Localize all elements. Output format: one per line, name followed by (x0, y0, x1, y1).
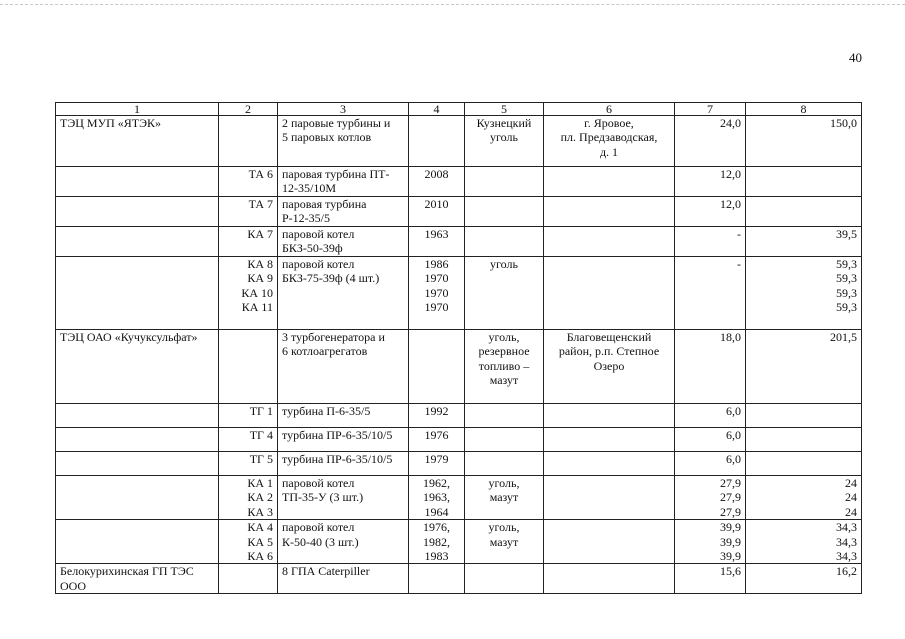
table-row (56, 520, 862, 564)
header-cell: 1 (56, 103, 219, 116)
heat-capacity-cell (746, 197, 862, 227)
header-cell: 4 (409, 103, 465, 116)
plant-name-cell (56, 520, 219, 564)
cell-text-line: 24 (845, 490, 857, 505)
heat-capacity-cell (746, 116, 862, 167)
table-row (56, 404, 862, 428)
cell-text-line: 1983 (424, 549, 449, 564)
cell-text-line: 5 паровых котлов (282, 130, 372, 145)
cell-text-line: ТЭЦ МУП «ЯТЭК» (60, 116, 162, 130)
cell-text-line: уголь (490, 257, 518, 271)
cell-text-line: 24,0 (720, 116, 741, 130)
location-cell (544, 428, 675, 452)
plant-name-cell (56, 476, 219, 520)
unit-id-cell (219, 564, 278, 594)
plant-name-cell (56, 167, 219, 197)
equipment-cell (278, 167, 409, 197)
fuel-cell (465, 227, 544, 257)
cell-text-line: мазут (489, 373, 519, 388)
table-row (56, 257, 862, 330)
location-cell (544, 116, 675, 167)
year-cell (409, 257, 465, 330)
heat-capacity-cell (746, 167, 862, 197)
location-cell (544, 227, 675, 257)
unit-id-cell (219, 520, 278, 564)
year-cell (409, 404, 465, 428)
cell-text-line: КА 7 (247, 227, 273, 241)
cell-text-line: КА 4 (247, 520, 273, 535)
cell-text-line: 1979 (424, 452, 449, 466)
location-cell (544, 330, 675, 404)
year-cell (409, 476, 465, 520)
cell-text-line: 6,0 (726, 428, 741, 442)
cell-text-line: г. Яровое, (584, 116, 634, 130)
cell-text-line: уголь, (488, 330, 520, 344)
table-header-row (56, 103, 862, 116)
heat-capacity-cell (746, 520, 862, 564)
equipment-cell (278, 404, 409, 428)
cell-text-line: 24 (845, 476, 857, 490)
capacity-cell (675, 428, 746, 452)
cell-text-line: 16,2 (836, 564, 857, 579)
capacity-cell (675, 564, 746, 594)
cell-text-line: ТА 7 (248, 197, 273, 211)
cell-text-line: 2010 (424, 197, 449, 211)
cell-text-line: 59,3 (836, 271, 857, 286)
cell-text-line: пл. Предзаводская, (560, 130, 658, 145)
fuel-cell (465, 116, 544, 167)
table-row (56, 476, 862, 520)
fuel-cell (465, 404, 544, 428)
cell-text-line: 1970 (424, 271, 449, 286)
unit-id-cell (219, 197, 278, 227)
year-cell (409, 167, 465, 197)
cell-text-line: Благовещенский (566, 330, 652, 344)
cell-text-line: паровой котел (282, 476, 355, 490)
location-cell (544, 520, 675, 564)
cell-text-line: 1982, (423, 534, 450, 549)
unit-id-cell (219, 452, 278, 476)
capacity-cell (675, 197, 746, 227)
cell-text-line: КА 11 (241, 300, 273, 315)
cell-text-line: 12,0 (720, 197, 741, 211)
cell-text-line: Белокурихинская ГП ТЭС (60, 564, 194, 579)
header-cell: 8 (746, 103, 862, 116)
cell-text-line: КА 5 (247, 534, 273, 549)
fuel-cell (465, 330, 544, 404)
fuel-cell (465, 520, 544, 564)
cell-text-line: 1963, (423, 490, 450, 505)
plant-name-cell (56, 404, 219, 428)
year-cell (409, 428, 465, 452)
cell-text-line: ООО (60, 578, 86, 593)
equipment-cell (278, 428, 409, 452)
cell-text-line: мазут (489, 490, 519, 505)
fuel-cell (465, 476, 544, 520)
cell-text-line: 59,3 (836, 300, 857, 315)
cell-text-line: 34,3 (836, 549, 857, 564)
unit-id-cell (219, 428, 278, 452)
cell-text-line: 59,3 (836, 285, 857, 300)
cell-text-line: 6,0 (726, 404, 741, 418)
unit-id-cell (219, 476, 278, 520)
year-cell (409, 116, 465, 167)
fuel-cell (465, 452, 544, 476)
location-cell (544, 167, 675, 197)
unit-id-cell (219, 116, 278, 167)
cell-text-line: 12,0 (720, 167, 741, 181)
location-cell (544, 452, 675, 476)
capacity-cell (675, 452, 746, 476)
cell-text-line: КА 9 (247, 271, 273, 286)
scan-edge-line (0, 4, 905, 5)
cell-text-line: 1962, (423, 476, 450, 490)
capacity-cell (675, 404, 746, 428)
plant-name-cell (56, 116, 219, 167)
table-row (56, 197, 862, 227)
plant-name-cell (56, 197, 219, 227)
cell-text-line: уголь, (488, 476, 520, 490)
equipment-cell (278, 257, 409, 330)
cell-text-line: уголь (490, 130, 518, 145)
unit-id-cell (219, 404, 278, 428)
page-number: 40 (849, 50, 862, 65)
cell-text-line: паровой котел (282, 227, 355, 241)
unit-id-cell (219, 167, 278, 197)
year-cell (409, 227, 465, 257)
plant-name-cell (56, 428, 219, 452)
cell-text-line: топливо – (478, 358, 530, 373)
fuel-cell (465, 564, 544, 594)
plant-name-cell (56, 257, 219, 330)
table-row (56, 227, 862, 257)
cell-text-line: 12-35/10М (282, 181, 336, 196)
cell-text-line: - (737, 227, 741, 241)
cell-text-line: БКЗ-75-39ф (4 шт.) (282, 271, 380, 286)
cell-text-line: 39,9 (720, 534, 741, 549)
table-row (56, 428, 862, 452)
table-row (56, 116, 862, 167)
cell-text-line: 6,0 (726, 452, 741, 466)
cell-text-line: ТГ 5 (249, 452, 273, 466)
cell-text-line: Озеро (593, 358, 625, 373)
cell-text-line: 39,9 (720, 549, 741, 564)
cell-text-line: 1992 (424, 404, 449, 418)
cell-text-line: мазут (489, 534, 519, 549)
equipment-cell (278, 227, 409, 257)
plant-name-cell (56, 227, 219, 257)
cell-text-line: 18,0 (720, 330, 741, 344)
cell-text-line: КА 8 (247, 257, 273, 271)
unit-id-cell (219, 227, 278, 257)
table-row (56, 452, 862, 476)
cell-text-line: КА 3 (247, 504, 273, 519)
cell-text-line: паровой котел (282, 520, 355, 535)
capacity-cell (675, 167, 746, 197)
cell-text-line: 1964 (424, 504, 449, 519)
cell-text-line: 3 турбогенератора и (282, 330, 385, 344)
capacity-cell (675, 476, 746, 520)
unit-id-cell (219, 330, 278, 404)
cell-text-line: 1963 (424, 227, 449, 241)
cell-text-line: 27,9 (720, 476, 741, 490)
heat-capacity-cell (746, 428, 862, 452)
cell-text-line: КА 2 (247, 490, 273, 505)
cell-text-line: турбина ПР-6-35/10/5 (282, 452, 393, 466)
fuel-cell (465, 167, 544, 197)
cell-text-line: 39,5 (836, 227, 857, 241)
year-cell (409, 520, 465, 564)
cell-text-line: 34,3 (836, 520, 857, 535)
heat-capacity-cell (746, 452, 862, 476)
cell-text-line: ТГ 1 (249, 404, 273, 418)
header-cell: 7 (675, 103, 746, 116)
fuel-cell (465, 257, 544, 330)
heat-capacity-cell (746, 476, 862, 520)
cell-text-line: ТГ 4 (249, 428, 273, 442)
cell-text-line: д. 1 (599, 144, 619, 159)
cell-text-line: 1976 (424, 428, 449, 442)
cell-text-line: ТА 6 (248, 167, 273, 181)
capacity-cell (675, 330, 746, 404)
year-cell (409, 330, 465, 404)
cell-text-line: ТЭЦ ОАО «Кучуксульфат» (60, 330, 198, 344)
cell-text-line: КА 1 (247, 476, 273, 490)
capacity-cell (675, 227, 746, 257)
capacity-cell (675, 116, 746, 167)
cell-text-line: - (737, 257, 741, 271)
location-cell (544, 197, 675, 227)
cell-text-line: район, р.п. Степное (558, 344, 660, 359)
equipment-cell (278, 116, 409, 167)
equipment-cell (278, 564, 409, 594)
equipment-cell (278, 197, 409, 227)
cell-text-line: 59,3 (836, 257, 857, 271)
equipment-cell (278, 520, 409, 564)
cell-text-line: 2 паровые турбины и (282, 116, 391, 130)
heat-capacity-cell (746, 330, 862, 404)
location-cell (544, 257, 675, 330)
fuel-cell (465, 197, 544, 227)
cell-text-line: паровой котел (282, 257, 355, 271)
year-cell (409, 564, 465, 594)
cell-text-line: ТП-35-У (3 шт.) (282, 490, 364, 505)
cell-text-line: резервное (478, 344, 530, 359)
cell-text-line: К-50-40 (3 шт.) (282, 534, 359, 549)
cell-text-line: турбина ПР-6-35/10/5 (282, 428, 393, 442)
cell-text-line: 1986 (424, 257, 449, 271)
plant-name-cell (56, 564, 219, 594)
cell-text-line: 34,3 (836, 534, 857, 549)
cell-text-line: 201,5 (830, 330, 857, 344)
cell-text-line: 8 ГПА Caterpiller (282, 564, 370, 579)
year-cell (409, 197, 465, 227)
year-cell (409, 452, 465, 476)
cell-text-line: паровая турбина ПТ- (282, 167, 390, 181)
capacity-cell (675, 257, 746, 330)
location-cell (544, 476, 675, 520)
heat-capacity-cell (746, 404, 862, 428)
capacity-cell (675, 520, 746, 564)
location-cell (544, 564, 675, 594)
equipment-cell (278, 452, 409, 476)
equipment-cell (278, 476, 409, 520)
cell-text-line: 27,9 (720, 504, 741, 519)
cell-text-line: 39,9 (720, 520, 741, 535)
heat-capacity-cell (746, 564, 862, 594)
cell-text-line: 15,6 (720, 564, 741, 579)
table-row (56, 167, 862, 197)
cell-text-line: паровая турбина (282, 197, 367, 211)
cell-text-line: 1970 (424, 300, 449, 315)
cell-text-line: 1976, (423, 520, 450, 535)
cell-text-line: БКЗ-50-39ф (282, 241, 343, 256)
power-plants-table (55, 102, 862, 594)
header-cell: 5 (465, 103, 544, 116)
heat-capacity-cell (746, 257, 862, 330)
cell-text-line: уголь, (488, 520, 520, 535)
header-cell: 3 (278, 103, 409, 116)
location-cell (544, 404, 675, 428)
cell-text-line: Р-12-35/5 (282, 211, 330, 226)
table-row (56, 330, 862, 404)
cell-text-line: 6 котлоагрегатов (282, 344, 368, 359)
plant-name-cell (56, 330, 219, 404)
heat-capacity-cell (746, 227, 862, 257)
cell-text-line: 1970 (424, 285, 449, 300)
cell-text-line: КА 6 (247, 549, 273, 564)
cell-text-line: 27,9 (720, 490, 741, 505)
plant-name-cell (56, 452, 219, 476)
header-cell: 2 (219, 103, 278, 116)
cell-text-line: турбина П-6-35/5 (282, 404, 371, 418)
table-row (56, 564, 862, 594)
unit-id-cell (219, 257, 278, 330)
cell-text-line: Кузнецкий (476, 116, 532, 130)
equipment-cell (278, 330, 409, 404)
cell-text-line: КА 10 (241, 285, 273, 300)
fuel-cell (465, 428, 544, 452)
header-cell: 6 (544, 103, 675, 116)
cell-text-line: 150,0 (830, 116, 857, 130)
cell-text-line: 24 (845, 504, 857, 519)
cell-text-line: 2008 (424, 167, 449, 181)
